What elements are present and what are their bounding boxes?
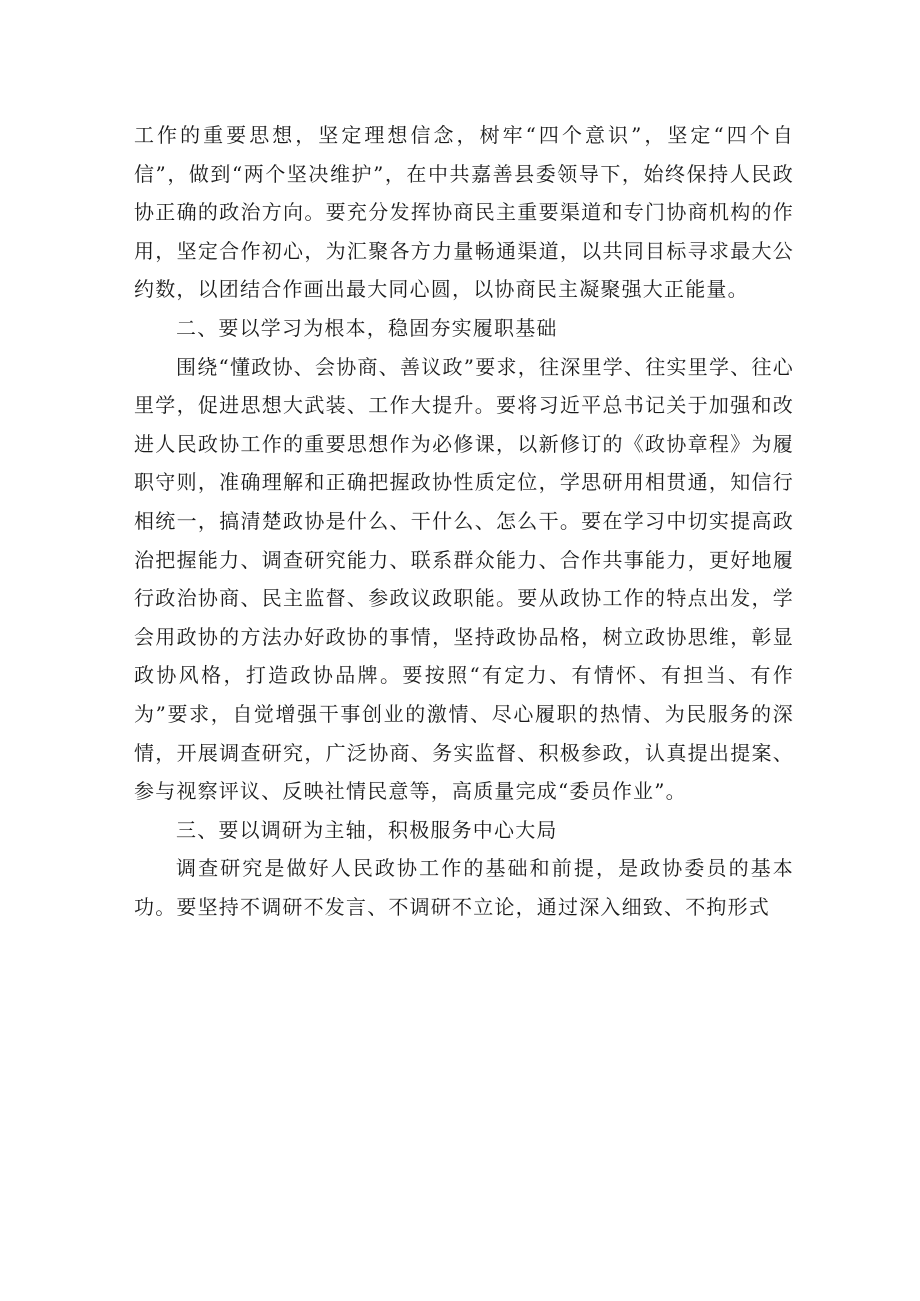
section-heading-3: 三、要以调研为主轴，积极服务中心大局 — [176, 817, 558, 842]
paragraph-study: 围绕“懂政协、会协商、善议政”要求，往深里学、往实里学、往心里学，促进思想大武装、工作大提升。要将习近平总书记关于加强和改进人民政协工作的重要思想作为必修课，以新修订的《政协章程》为履职守则，准确理解和正确把握政协性质定位，学思研用相贯通，知信行相统一，搞清楚政协是什么、干什么、怎么干。要在学习中切实提高政治把握能力、调查研究能力、联系群众能力、合作共事能力，更好地履行政治协商、民主监督、参政议政职能。要从政协工作的特点出发，学会用政协的方法办好政协的事情，坚持政协品格，树立政协思维，彰显政协风格，打造政协品牌。要按照“有定力、有情怀、有担当、有作为”要求，自觉增强干事创业的激情、尽心履职的热情、为民服务的深情，开展调查研究，广泛协商、务实监督、积极参政，认真提出提案、参与视察评议、反映社情民意等，高质量完成“委员作业”。 — [134, 354, 794, 804]
section-heading-2: 二、要以学习为根本，稳固夯实履职基础 — [176, 315, 558, 340]
paragraph-continuation: 工作的重要思想，坚定理想信念，树牢“四个意识”，坚定“四个自信”，做到“两个坚决维护”，在中共嘉善县委领导下，始终保持人民政协正确的政治方向。要充分发挥协商民主重要渠道和专门协商机构的作用，坚定合作初心，为汇聚各方力量畅通渠道，以共同目标寻求最大公约数，以团结合作画出最大同心圆，以协商民主凝聚强大正能量。 — [134, 123, 794, 302]
paragraph-research: 调查研究是做好人民政协工作的基础和前提，是政协委员的基本功。要坚持不调研不发言、不调研不立论，通过深入细致、不拘形式 — [134, 856, 794, 919]
document-page — [134, 116, 794, 926]
